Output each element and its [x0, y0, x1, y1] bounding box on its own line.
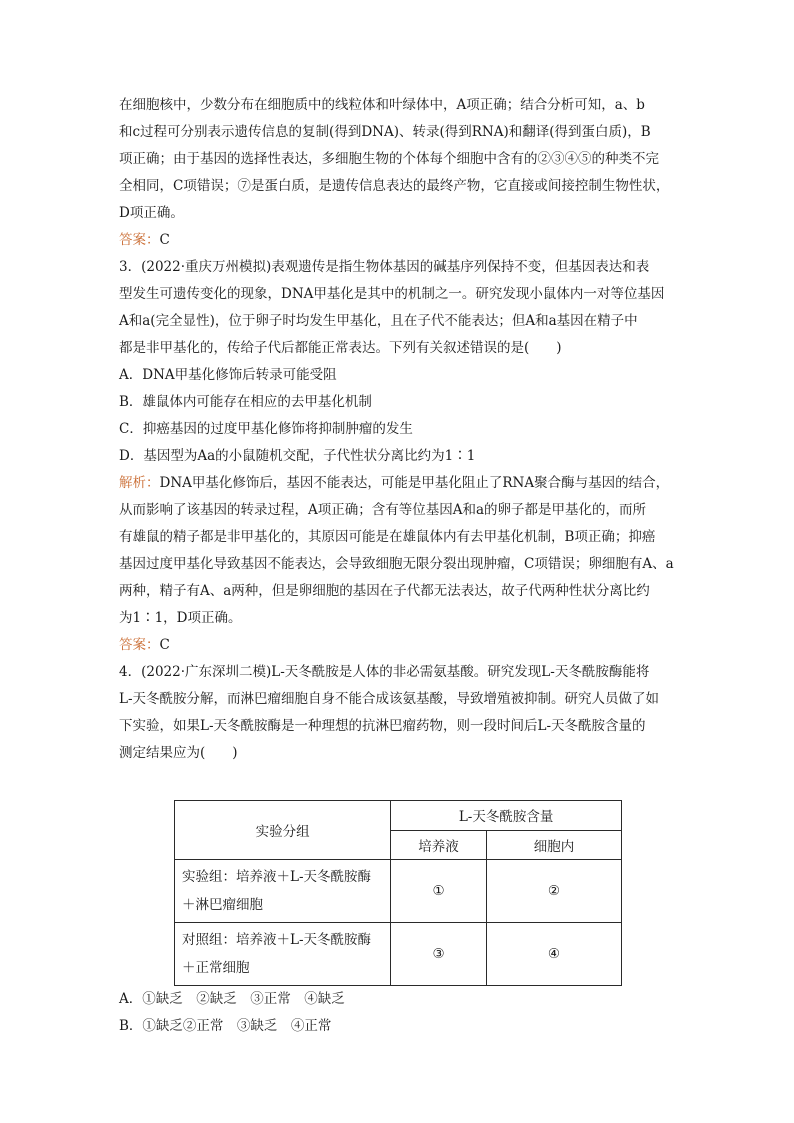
analysis-line: 有雄鼠的精子都是非甲基化的，其原因可能是在雄鼠体内有去甲基化机制，B项正确；抑癌	[119, 529, 656, 545]
analysis-label: 解析：	[119, 475, 160, 491]
analysis-line: 两种，精子有A、a两种，但是卵细胞的基因在子代都无法表达，故子代两种性状分离比约	[119, 583, 650, 599]
text-line: 在细胞核中，少数分布在细胞质中的线粒体和叶绿体中，A项正确；结合分析可知，a、b	[119, 97, 645, 113]
question-text-line: 3．(2022·重庆万州模拟)表观遗传是指生物体基因的碱基序列保持不变，但基因表达和表	[119, 259, 650, 275]
group-line: 实验组：培养液＋L-天冬酰胺酶	[182, 869, 372, 885]
group-line: ＋淋巴瘤细胞	[182, 897, 263, 913]
medium-value: ①	[391, 860, 487, 923]
question-text-line: A和a(完全显性)，位于卵子时均发生甲基化，且在子代不能表达；但A和a基因在精子中	[119, 313, 638, 329]
option-a: A．DNA甲基化修饰后转录可能受阻	[119, 367, 337, 383]
cell-value: ②	[486, 860, 621, 923]
text-line: D项正确。	[119, 205, 184, 221]
question-text-line: 下实验，如果L-天冬酰胺酶是一种理想的抗淋巴瘤药物，则一段时间后L-天冬酰胺含量的	[119, 718, 646, 734]
header-measure: L-天冬酰胺含量	[391, 801, 622, 831]
analysis-line: 基因过度甲基化导致基因不能表达，会导致细胞无限分裂出现肿瘤，C项错误；卵细胞有A、a	[119, 556, 674, 572]
medium-value: ③	[391, 923, 487, 986]
group-cell	[175, 860, 391, 923]
question-text-line: 型发生可遗传变化的现象，DNA甲基化是其中的机制之一。研究发现小鼠体内一对等位基因	[119, 286, 665, 302]
answer-label: 答案：	[119, 637, 160, 653]
option-a: A．①缺乏 ②缺乏 ③正常 ④缺乏	[119, 991, 345, 1007]
option-b: B．雄鼠体内可能存在相应的去甲基化机制	[119, 394, 372, 410]
answer-value: C	[159, 232, 170, 248]
question-text-line: 都是非甲基化的，传给子代后都能正常表达。下列有关叙述错误的是( )	[119, 340, 562, 356]
header-cell: 细胞内	[486, 830, 621, 860]
page-content	[119, 92, 679, 1040]
question-text-line: 4．(2022·广东深圳二模)L-天冬酰胺是人体的非必需氨基酸。研究发现L-天冬酰胺酶能将	[119, 664, 650, 680]
question-3	[119, 254, 679, 659]
analysis-line: 为1∶1，D项正确。	[119, 610, 242, 626]
question-text-line: L-天冬酰胺分解，而淋巴瘤细胞自身不能合成该氨基酸，导致增殖被抑制。研究人员做了如	[119, 691, 660, 707]
group-line: ＋正常细胞	[182, 960, 250, 976]
header-group: 实验分组	[175, 801, 391, 860]
option-c: C．抑癌基因的过度甲基化修饰将抑制肿瘤的发生	[119, 421, 413, 437]
analysis-line: 从而影响了该基因的转录过程，A项正确；含有等位基因A和a的卵子都是甲基化的，而所	[119, 502, 647, 518]
analysis-line	[119, 470, 679, 497]
group-line: 对照组：培养液＋L-天冬酰胺酶	[182, 932, 372, 948]
answer-line	[119, 632, 679, 659]
cell-value: ④	[486, 923, 621, 986]
table-row	[175, 923, 622, 986]
text-line: 项正确；由于基因的选择性表达，多细胞生物的个体每个细胞中含有的②③④⑤的种类不完	[119, 151, 659, 167]
text-line: 和c过程可分别表示遗传信息的复制(得到DNA)、转录(得到RNA)和翻译(得到蛋白质)，B	[119, 124, 651, 140]
header-medium: 培养液	[391, 830, 487, 860]
answer-label: 答案：	[119, 232, 160, 248]
question-text-line: 测定结果应为( )	[119, 745, 238, 761]
experiment-table	[174, 800, 622, 986]
text-line: 全相同，C项错误；⑦是蛋白质，是遗传信息表达的最终产物，它直接或间接控制生物性状，	[119, 178, 670, 194]
paragraph-continuation	[119, 92, 679, 227]
analysis-text: DNA甲基化修饰后，基因不能表达，可能是甲基化阻止了RNA聚合酶与基因的结合，	[159, 475, 670, 491]
group-cell	[175, 923, 391, 986]
table-row	[175, 860, 622, 923]
answer-value: C	[159, 637, 170, 653]
option-b: B．①缺乏②正常 ③缺乏 ④正常	[119, 1018, 332, 1034]
option-d: D．基因型为Aa的小鼠随机交配，子代性状分离比约为1∶1	[119, 448, 476, 464]
answer-line	[119, 227, 679, 254]
experiment-table-wrapper	[174, 800, 679, 986]
question-4	[119, 659, 679, 1040]
